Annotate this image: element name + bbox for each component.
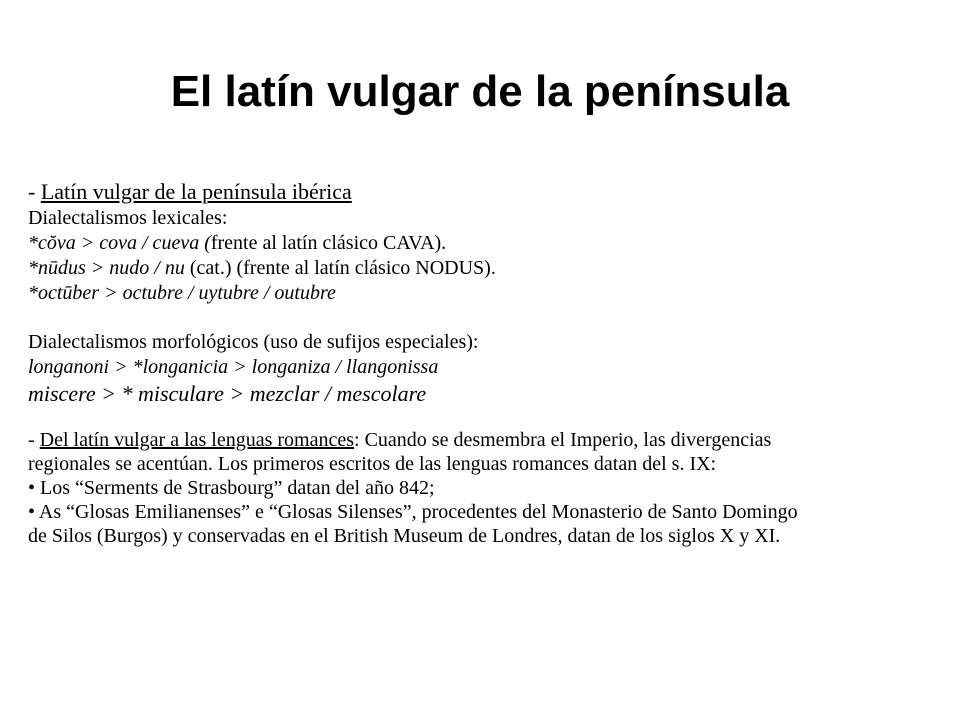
bullet-strasbourg: • Los “Serments de Strasbourg” datan del año 842; <box>28 477 435 499</box>
slide-title: El latín vulgar de la península <box>170 67 790 116</box>
section-heading-latin-vulgar <box>28 178 948 206</box>
lexical-example: *nūdus > nudo / nu <box>28 257 190 279</box>
lexical-note: frente al latín clásico CAVA). <box>210 232 447 254</box>
morph-heading: Dialectalismos morfológicos (uso de sufijos especiales): <box>28 331 479 353</box>
section-heading-romances <box>28 428 948 452</box>
dash: - <box>28 179 41 204</box>
heading-text: Del latín vulgar a las lenguas romances <box>39 429 355 451</box>
lexical-item-cova <box>28 231 948 256</box>
intro-line-2: regionales se acentúan. Los primeros escritos de las lenguas romances datan del s. IX: <box>28 453 717 475</box>
dash: - <box>28 429 40 451</box>
bullet-glosas-cont: de Silos (Burgos) y conservadas en el British Museum de Londres, datan de los siglos X y XI. <box>28 525 781 547</box>
morph-item-longanoni: longanoni > *longanicia > longaniza / llangonissa <box>28 356 439 378</box>
morph-item-miscere: miscere > * misculare > mezclar / mescolare <box>28 381 427 406</box>
lexical-note: (cat.) (frente al latín clásico NODUS). <box>189 257 496 279</box>
heading-text: Latín vulgar de la península ibérica <box>40 179 352 204</box>
slide-body <box>28 178 948 548</box>
bullet-glosas: • As “Glosas Emilianenses” e “Glosas Silenses”, procedentes del Monasterio de Santo Domingo <box>28 501 798 523</box>
lexical-item-nudus <box>28 256 948 281</box>
lexical-heading: Dialectalismos lexicales: <box>28 207 228 229</box>
lexical-example: *cŏva > cova / cueva ( <box>28 232 211 254</box>
lexical-item-october <box>28 281 948 306</box>
intro-text: : Cuando se desmembra el Imperio, las divergencias <box>354 429 772 451</box>
lexical-example: *octūber > octubre / uytubre / outubre <box>28 282 336 304</box>
